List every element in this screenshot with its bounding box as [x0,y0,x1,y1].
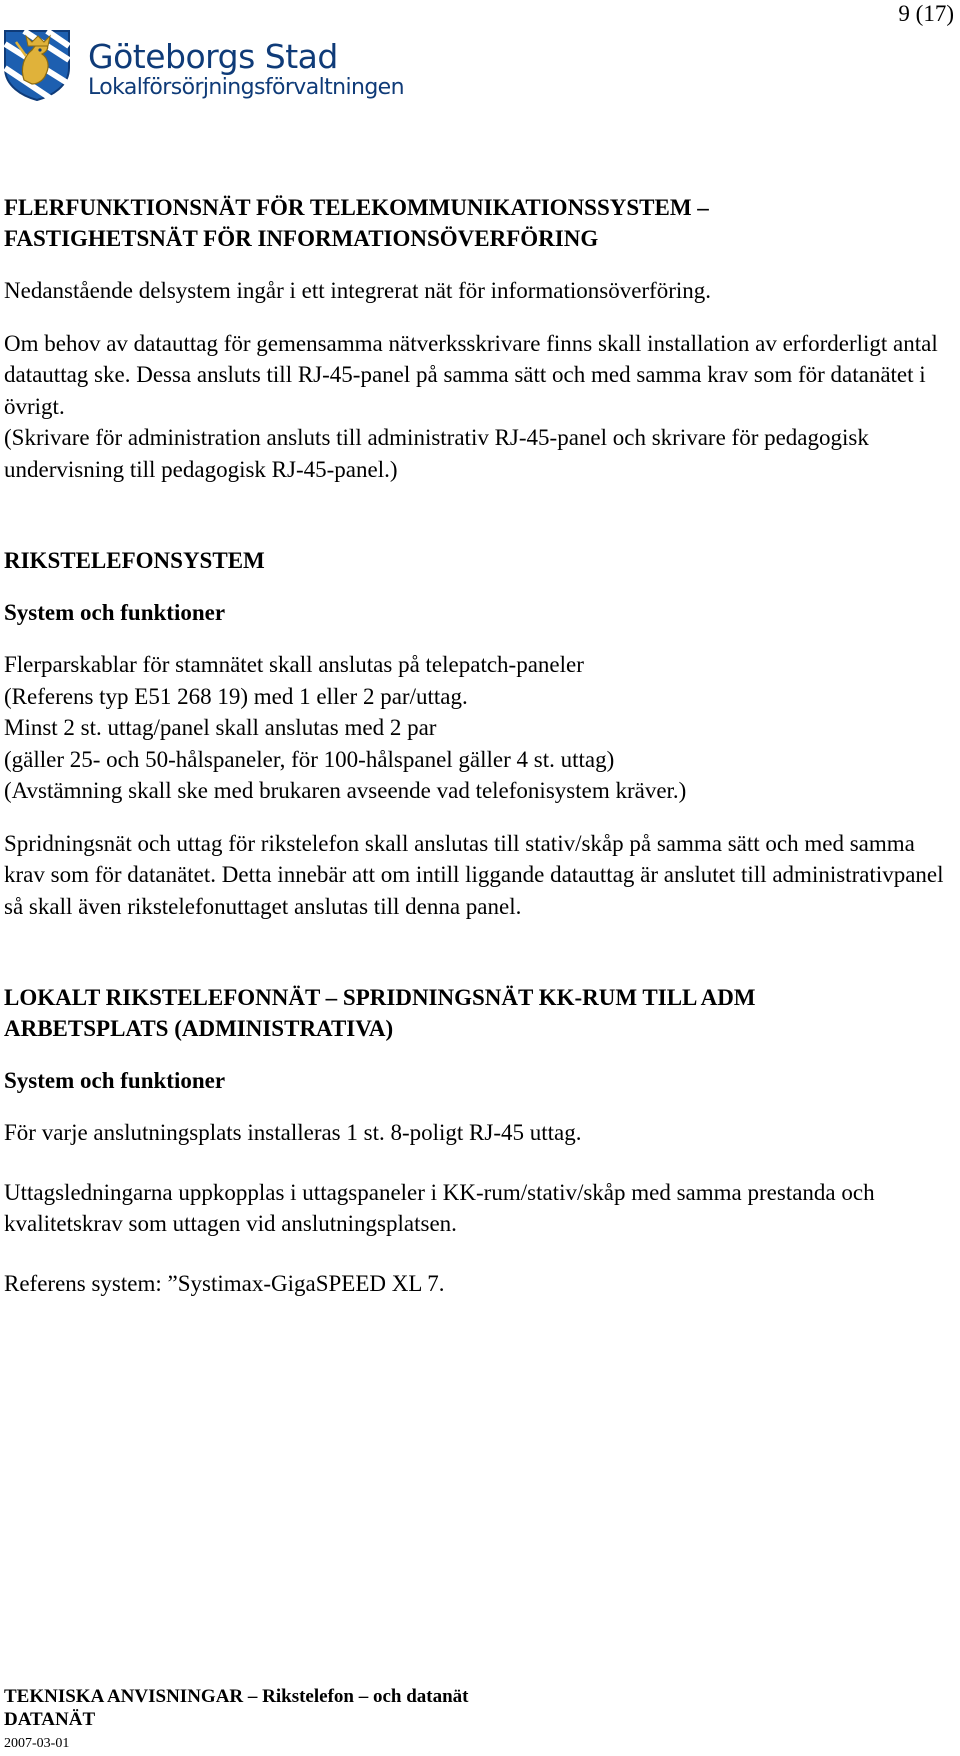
footer-date: 2007-03-01 [4,1736,70,1751]
paragraph: Om behov av datauttag för gemensamma nätverksskrivare finns skall installation av erforderligt antal datauttag ske. Dessa ansluts till RJ-45-panel på samma sätt och med samma krav som för datanätet i övrigt. [4,330,938,419]
text-line: (Avstämning skall ske med brukaren avseende vad telefonisystem kräver.) [4,778,687,803]
page-number: 9 (17) [898,1,954,26]
paragraph-lines [4,649,954,807]
logo-subtitle: Lokalförsörjningsförvaltningen [88,75,404,100]
section-heading-flerfunktionsnat [4,192,954,254]
heading-line: LOKALT RIKSTELEFONNÄT – SPRIDNINGSNÄT KK-RUM TILL ADM [4,985,756,1010]
document-body [4,192,954,1299]
section-heading-lokalt-rikstelefonnat [4,982,954,1044]
subheading: System och funktioner [4,600,226,625]
paragraph: (Skrivare för administration ansluts till administrativ RJ-45-panel och skrivare för pedagogisk undervisning till pedagogisk RJ-45-panel.) [4,425,869,482]
paragraph: Referens system: ”Systimax-GigaSPEED XL 7. [4,1270,445,1296]
footer-title: TEKNISKA ANVISNINGAR – Rikstelefon – och datanät [4,1686,469,1707]
paragraph: Spridningsnät och uttag för rikstelefon skall anslutas till stativ/skåp på samma sätt och med samma krav som för datanätet. Detta innebär att om intill liggande datauttag är anslutet till administrativpanel så skall även rikstelefonuttaget anslutas till denna panel. [4,830,944,919]
heading-line: FASTIGHETSNÄT FÖR INFORMATIONSÖVERFÖRING [4,226,599,251]
subheading: System och funktioner [4,1068,226,1093]
heading-line: ARBETSPLATS (ADMINISTRATIVA) [4,1016,394,1041]
footer-subtitle: DATANÄT [4,1709,96,1730]
text-line: Flerparskablar för stamnätet skall anslutas på telepatch-paneler [4,652,584,677]
section-heading-rikstelefonsystem: RIKSTELEFONSYSTEM [4,548,265,573]
city-logo [2,28,452,110]
logo-title: Göteborgs Stad [88,37,338,76]
text-line: (gäller 25- och 50-hålspaneler, för 100-hålspanel gäller 4 st. uttag) [4,746,615,772]
paragraph: För varje anslutningsplats installeras 1 st. 8-poligt RJ-45 uttag. [4,1120,582,1145]
coat-of-arms-icon [2,28,72,102]
paragraph: Nedanstående delsystem ingår i ett integrerat nät för informationsöverföring. [4,278,712,303]
paragraph: Uttagsledningarna uppkopplas i uttagspaneler i KK-rum/stativ/skåp med samma prestanda och kvalitetskrav som uttagen vid anslutningsplatsen. [4,1179,875,1236]
text-line: Minst 2 st. uttag/panel skall anslutas med 2 par [4,715,437,740]
footer [4,1685,469,1731]
heading-line: FLERFUNKTIONSNÄT FÖR TELEKOMMUNIKATIONSSYSTEM – [4,195,709,220]
text-line: (Referens typ E51 268 19) med 1 eller 2 par/uttag. [4,683,468,709]
